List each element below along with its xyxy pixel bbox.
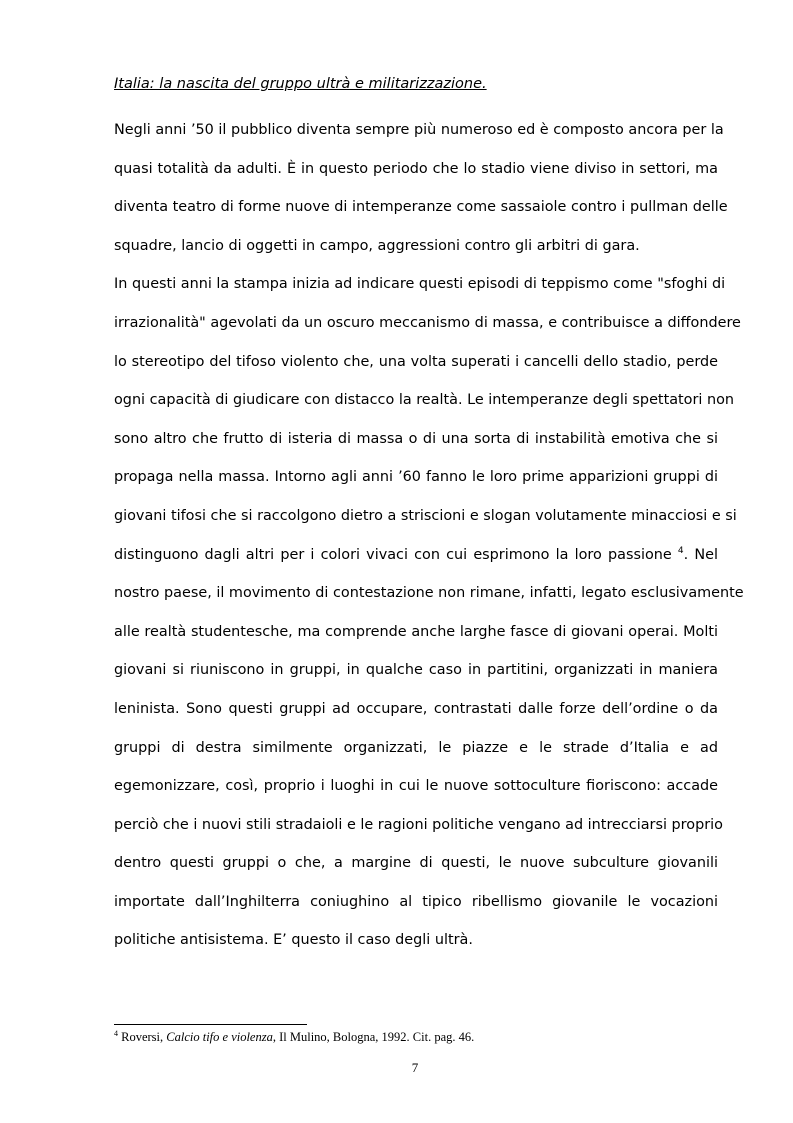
- text-line: Negli anni ’50 il pubblico diventa sempre più numeroso ed è composto ancora per la: [114, 122, 724, 138]
- text-line: politiche antisistema. E’ questo il caso degli ultrà.: [114, 932, 473, 949]
- text-line: ogni capacità di giudicare con distacco la realtà. Le intemperanze degli spettatori non: [114, 392, 735, 409]
- footnote-reference[interactable]: 4: [677, 545, 684, 556]
- footnote-author: Roversi,: [118, 1030, 167, 1044]
- text-line: squadre, lancio di oggetti in campo, aggressioni contro gli arbitri di gara.: [114, 237, 640, 254]
- text-line: In questi anni la stampa inizia ad indicare questi episodi di teppismo come "sfoghi di: [114, 276, 726, 293]
- text-line: irrazionalità" agevolati da un oscuro meccanismo di massa, e contribuisce a diffondere: [114, 314, 741, 331]
- text-line: nostro paese, il movimento di contestazione non rimane, infatti, legato esclusivamente: [114, 585, 744, 602]
- page-number: 7: [411, 1060, 419, 1075]
- text-segment: distinguono dagli altri per i colori vivaci con cui esprimono la loro passione: [114, 546, 678, 563]
- text-line-with-footnote-ref: [114, 536, 718, 575]
- text-line: propaga nella massa. Intorno agli anni ’60 fanno le loro prime apparizioni gruppi di: [114, 469, 718, 486]
- text-line: lo stereotipo del tifoso violento che, una volta superati i cancelli dello stadio, perde: [114, 353, 718, 370]
- footnote-details: , Il Mulino, Bologna, 1992. Cit. pag. 46.: [272, 1030, 475, 1044]
- text-line: giovani si riuniscono in gruppi, in qualche caso in partitini, organizzati in maniera: [114, 662, 718, 679]
- footnote-number: 4: [114, 1028, 118, 1038]
- text-line: gruppi di destra similmente organizzati, le piazze e le strade d’Italia e ad: [114, 739, 718, 756]
- footnote: [114, 1030, 474, 1045]
- text-line: diventa teatro di forme nuove di intemperanze come sassaiole contro i pullman delle: [114, 199, 728, 216]
- text-segment: . Nel: [683, 546, 719, 563]
- text-line: sono altro che frutto di isteria di massa o di una sorta di instabilità emotiva che si: [114, 430, 718, 447]
- footnote-separator: [114, 1024, 307, 1025]
- section-heading: Italia: la nascita del gruppo ultrà e militarizzazione.: [114, 76, 487, 92]
- text-line: giovani tifosi che si raccolgono dietro a striscioni e slogan volutamente minacciosi e si: [114, 507, 737, 524]
- text-line: perciò che i nuovi stili stradaioli e le ragioni politiche vengano ad intrecciarsi proprio: [114, 816, 723, 833]
- text-line: quasi totalità da adulti. È in questo periodo che lo stadio viene diviso in settori, ma: [114, 160, 718, 177]
- footnote-title: Calcio tifo e violenza: [166, 1030, 273, 1044]
- body-text: [114, 111, 744, 960]
- text-line: leninista. Sono questi gruppi ad occupare, contrastati dalle forze dell’ordine o da: [114, 700, 718, 717]
- text-line: importate dall’Inghilterra coniughino al tipico ribellismo giovanile le vocazioni: [114, 893, 718, 910]
- text-line: alle realtà studentesche, ma comprende anche larghe fasce di giovani operai. Molti: [114, 623, 718, 640]
- text-line: egemonizzare, così, proprio i luoghi in cui le nuove sottoculture fioriscono: accade: [114, 778, 718, 795]
- text-line: dentro questi gruppi o che, a margine di questi, le nuove subculture giovanili: [114, 855, 718, 872]
